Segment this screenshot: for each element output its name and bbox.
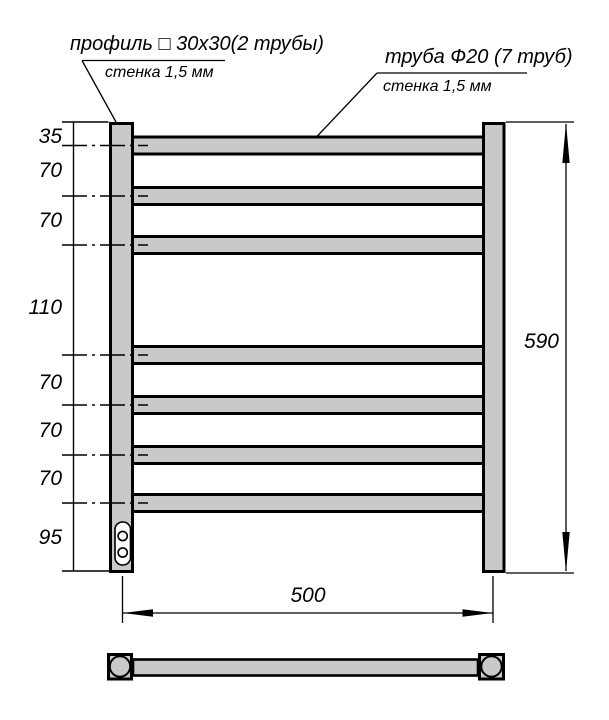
dim-70-2: 70 [38, 209, 62, 232]
height-arrow-up [562, 123, 569, 163]
profile-label: профиль □ 30х30(2 трубы) [70, 33, 324, 55]
dim-70-3: 70 [38, 371, 62, 394]
front-view [111, 124, 505, 572]
dim-500: 500 [290, 584, 326, 607]
dim-590: 590 [523, 330, 559, 353]
bottom-view [109, 655, 504, 680]
tube-3 [121, 237, 489, 254]
tube-label: труба Ф20 (7 труб) [385, 46, 573, 68]
right-post [484, 124, 505, 572]
annotation-tube [316, 46, 573, 138]
dim-95: 95 [38, 526, 62, 549]
profile-wall-label: стенка 1,5 мм [105, 64, 214, 81]
height-dimension [506, 122, 574, 573]
heater-connector-hole-bottom [118, 548, 127, 557]
dim-70-1: 70 [38, 159, 62, 182]
tube-7 [121, 495, 489, 512]
tube-1 [121, 137, 489, 154]
tube-2 [121, 188, 489, 205]
width-arrow-left [123, 609, 153, 616]
height-arrow-down [562, 532, 569, 572]
tube-6 [121, 447, 489, 464]
dim-70-5: 70 [38, 467, 62, 490]
heater-connector [115, 522, 131, 565]
annotation-profile [70, 33, 324, 122]
dim-110: 110 [28, 296, 62, 319]
bottom-view-left-tube-section [110, 656, 130, 676]
bottom-view-bar [133, 660, 478, 676]
heater-connector-hole-top [118, 531, 127, 540]
width-arrow-right [463, 609, 493, 616]
tube-5 [121, 397, 489, 414]
tube-leader-line [316, 73, 377, 138]
dim-35: 35 [38, 125, 62, 148]
tube-4 [121, 347, 489, 364]
dim-70-4: 70 [38, 419, 62, 442]
left-dimension-labels [29, 125, 63, 549]
tube-wall-label: стенка 1,5 мм [383, 78, 492, 95]
width-dimension [123, 576, 494, 623]
left-post [111, 124, 133, 572]
bottom-view-right-tube-section [481, 656, 501, 676]
